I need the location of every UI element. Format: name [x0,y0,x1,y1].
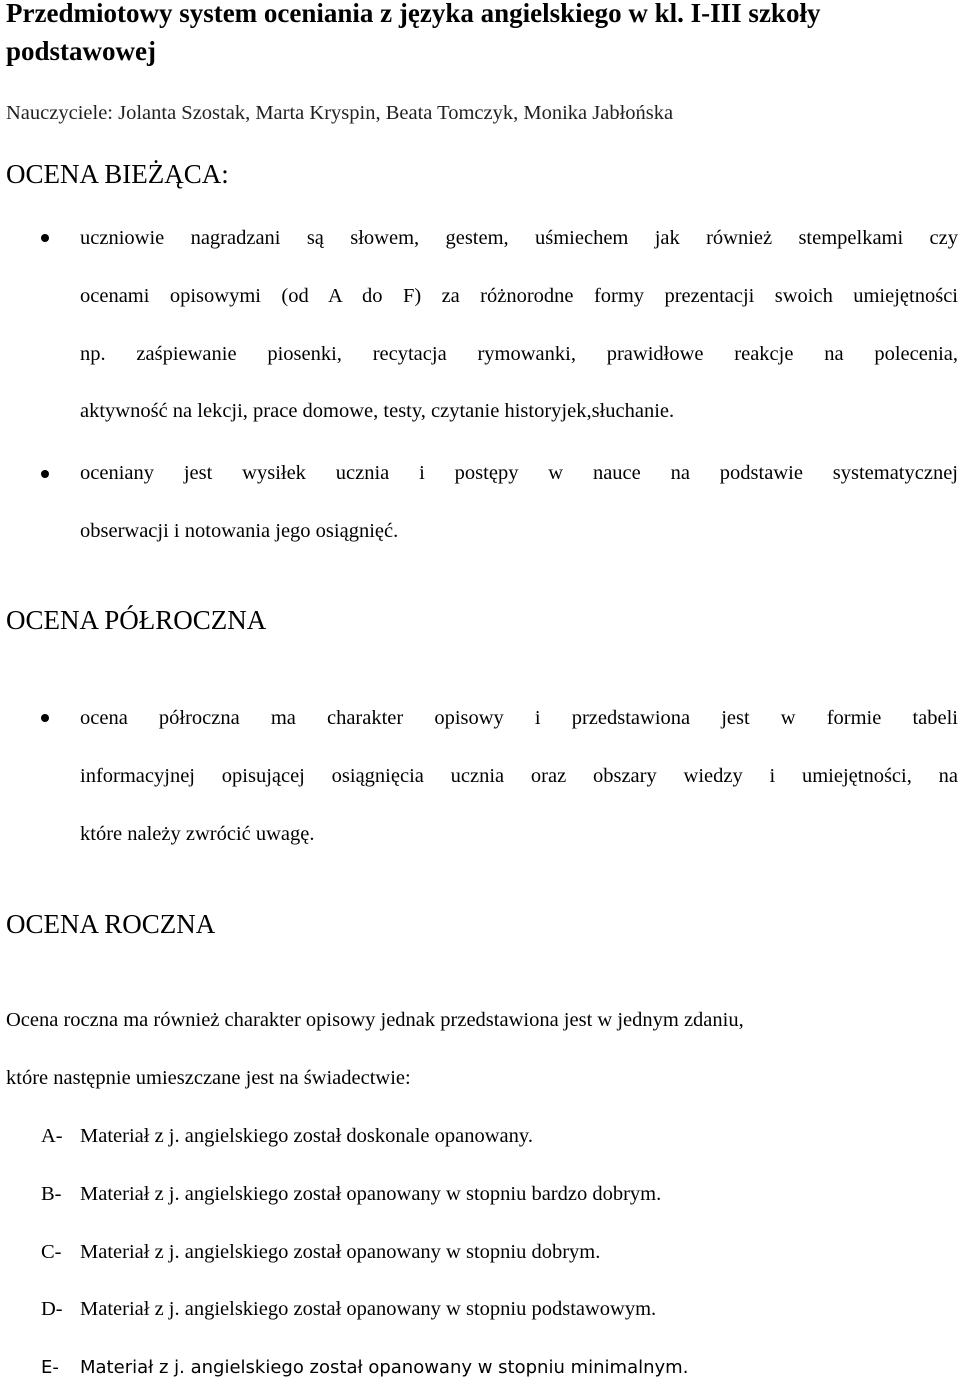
document-title: Przedmiotowy system oceniania z języka angielskiego w kl. I-III szkoły podstawowej [6,0,821,66]
heading-current-grading: OCENA BIEŻĄCA: [6,159,229,189]
teachers-line: Nauczyciele: Jolanta Szostak, Marta Kryspin, Beata Tomczyk, Monika Jabłońska [6,102,674,124]
grade-description: Materiał z j. angielskiego został opanowany w stopniu dobrym. [80,1241,601,1263]
grade-letter: D- [41,1298,63,1320]
grade-description: Materiał z j. angielskiego został opanowany w stopniu minimalnym. [80,1357,689,1378]
bullet-icon [41,234,49,242]
bullet-icon [41,470,49,478]
grade-letter: C- [41,1241,62,1263]
annual-paragraph-line1: Ocena roczna ma również charakter opisowy jednak przedstawiona jest w jednym zdaniu, [6,1009,744,1031]
semester-bullet1-line2: informacyjnej opisującej osiągnięcia ucznia oraz obszary wiedzy i umiejętności, na [80,765,958,787]
current-bullet2-line1: oceniany jest wysiłek ucznia i postępy w nauce na podstawie systematycznej [80,462,958,484]
grade-description: Materiał z j. angielskiego został opanowany w stopniu podstawowym. [80,1298,657,1320]
grade-letter: B- [41,1183,62,1205]
current-bullet1-line3: np. zaśpiewanie piosenki, recytacja rymowanki, prawidłowe reakcje na polecenia, [80,343,958,365]
grade-description: Materiał z j. angielskiego został opanowany w stopniu bardzo dobrym. [80,1183,662,1205]
current-bullet1-line1: uczniowie nagradzani są słowem, gestem, uśmiechem jak również stempelkami czy [80,227,958,249]
semester-bullet1-line3: które należy zwrócić uwagę. [80,823,315,845]
current-bullet1-line4: aktywność na lekcji, prace domowe, testy, czytanie historyjek,słuchanie. [80,400,675,422]
current-bullet1-line2: ocenami opisowymi (od A do F) za różnorodne formy prezentacji swoich umiejętności [80,285,958,307]
current-bullet2-line2: obserwacji i notowania jego osiągnięć. [80,520,399,542]
heading-semester-grading: OCENA PÓŁROCZNA [6,605,267,635]
grade-letter: E- [41,1357,59,1378]
grade-description: Materiał z j. angielskiego został doskonale opanowany. [80,1125,533,1147]
heading-annual-grading: OCENA ROCZNA [6,909,216,939]
grade-letter: A- [41,1125,63,1147]
bullet-icon [41,714,49,722]
semester-bullet1-line1: ocena półroczna ma charakter opisowy i przedstawiona jest w formie tabeli [80,707,958,729]
annual-paragraph-line2: które następnie umieszczane jest na świadectwie: [6,1067,411,1089]
